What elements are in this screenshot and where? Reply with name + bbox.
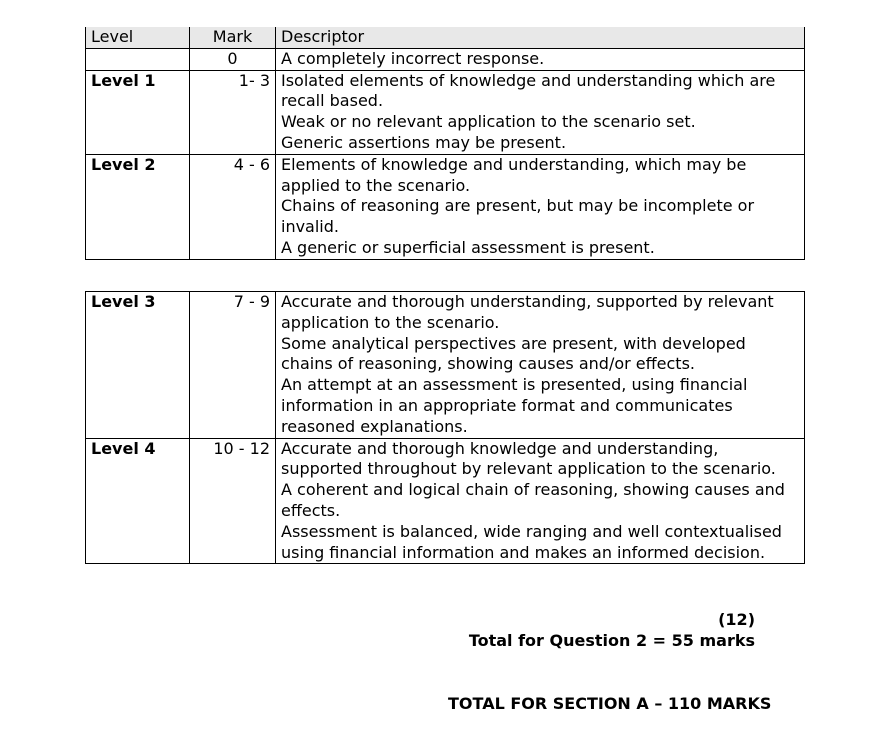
descriptor-line: Accurate and thorough knowledge and understanding, supported throughout by relevant application to the scenario. (281, 438, 776, 479)
descriptor-cell (276, 438, 805, 564)
header-mark: Mark (190, 27, 276, 48)
header-descriptor: Descriptor (276, 27, 805, 48)
descriptor-line: Some analytical perspectives are present, with developed chains of reasoning, showing causes and/or effects. (281, 333, 746, 374)
descriptor-line: A completely incorrect response. (281, 48, 545, 68)
descriptor-line: Weak or no relevant application to the scenario set. (281, 112, 696, 132)
mark-cell: 10 - 12 (190, 438, 276, 564)
descriptor-line: Generic assertions may be present. (281, 132, 567, 152)
level-cell: Level 3 (86, 292, 190, 439)
descriptor-line: Elements of knowledge and understanding, which may be applied to the scenario. (281, 154, 747, 195)
descriptor-line: A generic or superficial assessment is present. (281, 237, 655, 257)
level-cell: Level 1 (86, 70, 190, 154)
table-row (86, 48, 805, 70)
level-cell: Level 4 (86, 438, 190, 564)
mark-cell: 0 (190, 48, 276, 70)
descriptor-cell (276, 154, 805, 259)
descriptor-line: A coherent and logical chain of reasoning, showing causes and effects. (281, 480, 785, 520)
level-cell: Level 2 (86, 154, 190, 259)
mark-cell: 4 - 6 (190, 154, 276, 259)
levels-table-1 (85, 27, 805, 260)
table-row (86, 154, 805, 259)
descriptor-line: Chains of reasoning are present, but may be incomplete or invalid. (281, 196, 755, 237)
question-marks: (12) (718, 610, 755, 629)
table-row (86, 70, 805, 154)
table-row (86, 292, 805, 439)
header-level: Level (86, 27, 190, 48)
levels-table-2 (85, 291, 805, 564)
mark-cell: 1- 3 (190, 70, 276, 154)
descriptor-line: Accurate and thorough understanding, supported by relevant application to the scenario. (281, 292, 774, 332)
table-row (86, 438, 805, 564)
descriptor-line: Isolated elements of knowledge and understanding which are recall based. (281, 70, 776, 111)
table-header-row (86, 27, 805, 48)
descriptor-line: An attempt at an assessment is presented, using financial information in an appropriate format and communicates reasoned explanations. (281, 375, 748, 436)
level-cell (86, 48, 190, 70)
total-for-question: Total for Question 2 = 55 marks (468, 631, 755, 650)
descriptor-cell (276, 70, 805, 154)
descriptor-line: Assessment is balanced, wide ranging and well contextualised using financial information and makes an informed decision. (281, 521, 782, 562)
descriptor-cell (276, 292, 805, 439)
mark-cell: 7 - 9 (190, 292, 276, 439)
total-for-section: TOTAL FOR SECTION A – 110 MARKS (448, 694, 772, 713)
descriptor-cell (276, 48, 805, 70)
